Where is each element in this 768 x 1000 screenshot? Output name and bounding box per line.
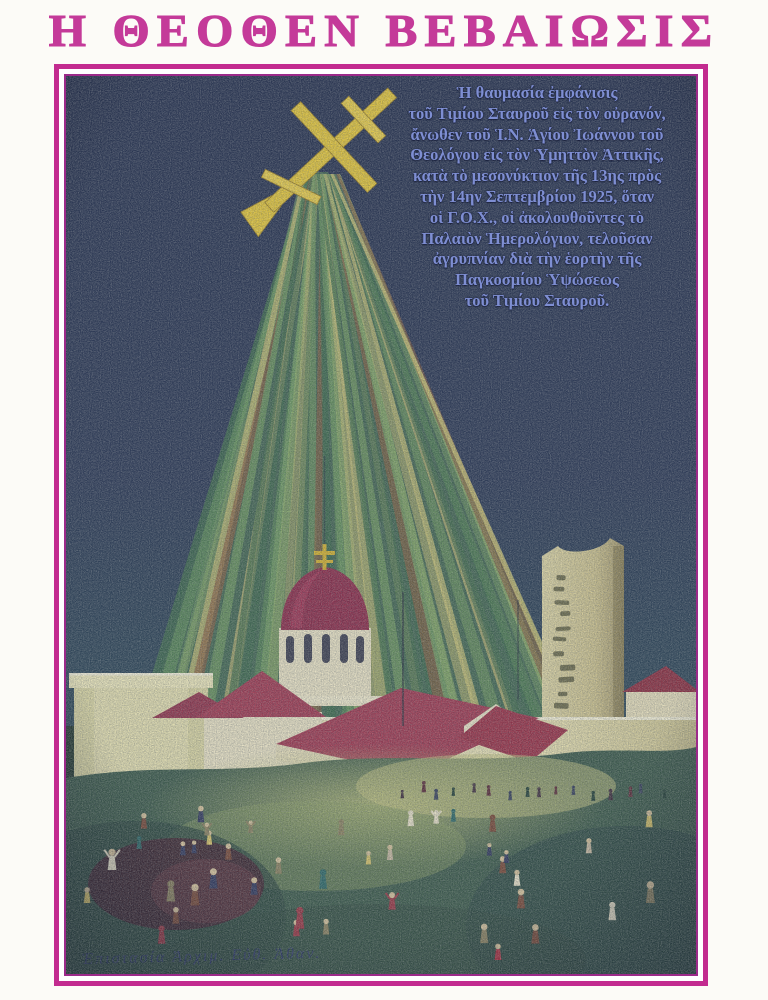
caption-line: τοῦ Τιμίου Σταυροῦ εἰς τὸν οὐρανόν, [408,103,666,123]
caption-line: Παγκοσμίου Ὑψώσεως [455,270,619,290]
caption-line: ἄνωθεν τοῦ Ἱ.Ν. Ἁγίου Ἰωάννου τοῦ [410,124,664,144]
page-title: Η ΘΕΟΘΕΝ ΒΕΒΑΙΩΣΙΣ [48,4,720,56]
caption-line: Θεολόγου εἰς τὸν Ὑμηττὸν Ἀττικῆς, [410,145,664,165]
caption-line: ἀγρυπνίαν διὰ τὴν ἑορτὴν τῆς [432,249,642,269]
painting-frame-inner [64,74,698,976]
caption-line: οἱ Γ.Ο.Χ., οἱ ἀκολουθοῦντες τὸ [429,207,645,227]
caption [387,83,687,312]
caption-line: τὴν 14ην Σεπτεμβρίου 1925, ὅταν [420,186,654,206]
caption-line: Παλαιὸν Ἡμερολόγιον, τελοῦσαν [421,228,653,248]
caption-line: τοῦ Τιμίου Σταυροῦ. [464,290,610,310]
painting-frame [54,64,708,986]
caption-line: Ἡ θαυμασία ἐμφάνισις [456,83,618,102]
caption-line: κατὰ τὸ μεσονύκτιον τῆς 13ης πρὸς [412,166,662,186]
